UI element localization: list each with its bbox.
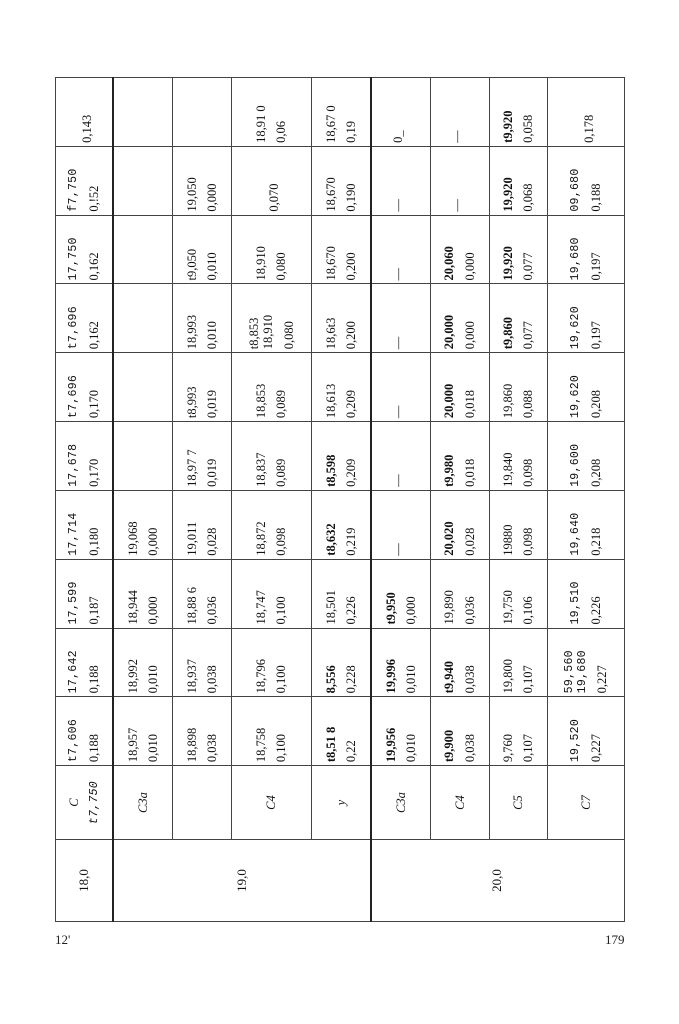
value-cell: [231, 697, 311, 766]
value-primary: 19,011: [184, 521, 199, 556]
zone-label: 18,0: [75, 869, 91, 892]
value-secondary: 0,100: [274, 596, 289, 625]
function-label: y: [333, 799, 348, 806]
value-primary: —: [449, 130, 464, 143]
value-primary: 19,840: [501, 452, 516, 487]
value-cell: [173, 490, 232, 559]
value-cell: [311, 628, 370, 697]
value-cell: [231, 78, 311, 147]
value-primary: 20,020: [442, 521, 457, 556]
value-primary: 59,560 19,680: [562, 650, 589, 694]
value-primary: 18,944: [125, 590, 140, 625]
table-row: [548, 78, 625, 922]
header-value-cell: [56, 78, 114, 147]
value-cell: [113, 146, 172, 215]
value-cell: [548, 422, 625, 491]
value-cell: [173, 559, 232, 628]
value-primary: 18,91 0: [254, 105, 269, 143]
value-cell: [311, 146, 370, 215]
value-secondary: 0,107: [521, 734, 536, 763]
value-primary: 20,000: [442, 383, 457, 419]
value-cell: [113, 422, 172, 491]
value-secondary: 0,200: [343, 321, 358, 350]
value-secondary: 0,038: [462, 665, 477, 694]
value-cell: [371, 78, 430, 147]
value-cell: [371, 422, 430, 491]
value-cell: [231, 628, 311, 697]
value-secondary: 0,209: [343, 389, 358, 419]
value-primary: 19,600: [569, 443, 583, 487]
header-value-bottom: 0,162: [86, 321, 101, 350]
value-primary: t9,900: [442, 729, 457, 763]
value-cell: [430, 215, 489, 284]
value-secondary: 0,000: [146, 527, 161, 556]
value-primary: 19,068: [125, 521, 140, 556]
value-cell: [311, 215, 370, 284]
value-secondary: 0,019: [205, 458, 220, 487]
value-secondary: 0,06: [274, 120, 289, 143]
value-primary: —: [390, 267, 405, 281]
value-cell: [548, 78, 625, 147]
value-primary: 18,937: [184, 658, 199, 694]
value-primary: 19,956: [383, 727, 398, 763]
header-zone-cell: [56, 840, 114, 922]
value-secondary: 0,100: [274, 734, 289, 763]
value-cell: [548, 697, 625, 766]
value-primary: —: [449, 199, 464, 212]
value-cell: [173, 78, 232, 147]
value-primary: t8,598: [323, 454, 338, 487]
value-secondary: 0,000: [205, 183, 220, 212]
value-cell: [430, 559, 489, 628]
table-row: [173, 78, 232, 922]
value-secondary: 0,208: [588, 389, 603, 419]
value-secondary: 0,010: [403, 665, 418, 694]
value-cell: [231, 215, 311, 284]
value-primary: 19,996: [383, 658, 398, 694]
value-cell: [371, 146, 430, 215]
value-primary: —: [390, 543, 405, 556]
value-secondary: 0,100: [274, 665, 289, 694]
table-row: [430, 78, 489, 922]
value-primary: t9,920: [501, 110, 516, 143]
value-secondary: 0,018: [462, 389, 477, 419]
value-secondary: 0,22: [343, 740, 358, 763]
value-cell: [173, 422, 232, 491]
value-secondary: 0,028: [205, 527, 220, 556]
header-value: 17,750: [67, 237, 81, 281]
function-label: C3a: [136, 792, 151, 814]
value-cell: [489, 78, 548, 147]
value-cell: [371, 284, 430, 353]
value-secondary: 0,227: [595, 665, 610, 694]
value-primary: 18,993: [184, 314, 199, 350]
value-secondary: 0,000: [462, 321, 477, 350]
value-secondary: 0,228: [343, 665, 358, 694]
header-value-cell: [56, 628, 114, 697]
value-cell: [231, 353, 311, 422]
function-label: C4: [264, 795, 279, 810]
value-primary: 18,747: [254, 590, 269, 625]
value-primary: t8,51 8: [323, 726, 338, 763]
value-secondary: 0,070: [267, 183, 282, 212]
function-cell: [430, 766, 489, 840]
header-value-cell: [56, 490, 114, 559]
value-cell: [231, 422, 311, 491]
value-primary: 18,88 6: [184, 587, 199, 625]
function-cell: [173, 766, 232, 840]
func-label: C: [67, 798, 82, 807]
value-cell: [231, 559, 311, 628]
value-secondary: 0,190: [343, 183, 358, 212]
zone-label: 19,0: [233, 869, 249, 892]
value-secondary: 0,018: [462, 458, 477, 487]
value-primary: 18,992: [125, 658, 140, 694]
value-primary: 18,6t3: [323, 317, 338, 350]
value-cell: [548, 146, 625, 215]
value-secondary: 0,010: [146, 665, 161, 694]
value-primary: t9,980: [442, 454, 457, 487]
value-primary: 0_: [390, 130, 405, 143]
value-secondary: 0,098: [521, 458, 536, 487]
value-secondary: 0,226: [343, 596, 358, 625]
header-value-cell: [56, 422, 114, 491]
value-primary: 19880: [501, 524, 516, 556]
value-cell: [430, 422, 489, 491]
value-primary: 18,957: [125, 727, 140, 763]
func-sub-label: t7,750: [87, 780, 101, 825]
table-row: [489, 78, 548, 922]
value-primary: 18,898: [184, 727, 199, 763]
table-row: [311, 78, 370, 922]
value-cell: [231, 284, 311, 353]
value-primary: —: [390, 474, 405, 487]
value-cell: [231, 146, 311, 215]
value-secondary: 0,019: [205, 389, 220, 419]
header-row: [56, 78, 114, 922]
value-cell: [173, 146, 232, 215]
header-value-bottom: 0,188: [86, 665, 101, 694]
value-primary: 18,97 7: [184, 449, 199, 487]
value-secondary: 0,089: [274, 458, 289, 487]
value-primary: 09,680: [569, 168, 583, 212]
value-secondary: 0,038: [205, 665, 220, 694]
page-number: 179: [605, 932, 625, 947]
value-secondary: 0,038: [462, 734, 477, 763]
value-primary: 19,620: [569, 306, 583, 350]
rotated-table-container: [55, 77, 625, 922]
value-primary: 18,872: [254, 521, 269, 556]
value-cell: [113, 490, 172, 559]
value-primary: t8,853 18,910: [246, 314, 276, 350]
value-secondary: 0,036: [205, 596, 220, 625]
header-value: f7,750: [67, 168, 81, 212]
value-secondary: 0,028: [462, 527, 477, 556]
function-cell: [548, 766, 625, 840]
value-cell: [113, 78, 172, 147]
value-cell: [489, 422, 548, 491]
function-cell: [113, 766, 172, 840]
function-cell: [371, 766, 430, 840]
value-cell: [489, 353, 548, 422]
value-primary: 18,670: [323, 246, 338, 281]
value-secondary: 0,227: [588, 734, 603, 763]
value-cell: [430, 697, 489, 766]
value-primary: 20,000: [442, 314, 457, 350]
value-secondary: 0,188: [588, 183, 603, 212]
table-row: [113, 78, 172, 922]
header-value-bottom: 0,162: [86, 252, 101, 281]
value-cell: [371, 559, 430, 628]
value-primary: 18,670: [323, 177, 338, 212]
value-primary: —: [390, 405, 405, 419]
value-secondary: 0,038: [205, 734, 220, 763]
value-secondary: 0,010: [403, 734, 418, 763]
value-cell: [231, 490, 311, 559]
value-cell: [489, 146, 548, 215]
value-cell: [311, 559, 370, 628]
value-secondary: 0,219: [343, 527, 358, 556]
header-value-cell: [56, 559, 114, 628]
value-secondary: 0,058: [521, 114, 536, 143]
value-primary: 19,510: [569, 581, 583, 625]
function-label: C3a: [393, 792, 408, 814]
header-value: 17,678: [67, 443, 81, 487]
value-cell: [113, 353, 172, 422]
header-value: t7,696: [67, 374, 81, 419]
value-primary: 18,910: [254, 246, 269, 281]
value-primary: t9,050: [184, 248, 199, 281]
table-row: [231, 78, 311, 922]
value-cell: [430, 490, 489, 559]
value-cell: [548, 284, 625, 353]
value-secondary: 0,197: [588, 252, 603, 281]
value-primary: 20,060: [442, 246, 457, 281]
value-cell: [430, 628, 489, 697]
value-secondary: 0,000: [403, 596, 418, 625]
header-value: 17,599: [67, 581, 81, 625]
value-secondary: 0,010: [146, 734, 161, 763]
zone-cell: [371, 840, 625, 922]
value-cell: [113, 215, 172, 284]
value-primary: 19,640: [569, 512, 583, 556]
value-cell: [430, 146, 489, 215]
value-primary: 18,613: [323, 383, 338, 419]
value-cell: [311, 697, 370, 766]
value-cell: [489, 284, 548, 353]
value-primary: 19,050: [184, 177, 199, 212]
value-cell: [371, 490, 430, 559]
function-cell: [231, 766, 311, 840]
value-secondary: 0,098: [521, 527, 536, 556]
value-secondary: 0,226: [588, 596, 603, 625]
function-cell: [489, 766, 548, 840]
value-secondary: 0,080: [281, 321, 296, 350]
value-secondary: 0,000: [146, 596, 161, 625]
value-cell: [113, 628, 172, 697]
zone-label: 20,0: [489, 869, 505, 892]
value-primary: —: [390, 199, 405, 212]
value-secondary: 0,19: [343, 120, 358, 143]
zone-cell: [113, 840, 371, 922]
value-cell: [430, 78, 489, 147]
header-value: t7,606: [67, 718, 81, 763]
data-table: [55, 77, 625, 922]
value-cell: [113, 559, 172, 628]
value-primary: 18,67 0: [323, 105, 338, 143]
value-cell: [311, 284, 370, 353]
value-primary: 9,760: [501, 734, 516, 763]
value-cell: [489, 559, 548, 628]
value-secondary: 0,106: [521, 596, 536, 625]
value-secondary: 0,010: [205, 252, 220, 281]
value-secondary: 0,088: [521, 389, 536, 419]
value-primary: t9,860: [501, 316, 516, 350]
header-value: 17,642: [67, 650, 81, 694]
function-label: C7: [578, 795, 593, 810]
value-cell: [173, 284, 232, 353]
value-cell: [311, 78, 370, 147]
header-value: 17,714: [67, 512, 81, 556]
header-value-cell: [56, 146, 114, 215]
header-value-bottom: 0,187: [86, 596, 101, 625]
header-value-cell: [56, 353, 114, 422]
left-margin-number: 12': [55, 932, 71, 947]
value-cell: [371, 353, 430, 422]
value-cell: [489, 215, 548, 284]
value-primary: 18,796: [254, 658, 269, 694]
value-cell: [173, 697, 232, 766]
value-cell: [489, 697, 548, 766]
value-cell: [311, 422, 370, 491]
value-primary: 19,920: [501, 177, 516, 212]
header-value-cell: [56, 697, 114, 766]
value-cell: [430, 284, 489, 353]
header-value-bottom: 0,180: [86, 527, 101, 556]
value-secondary: 0,197: [588, 321, 603, 350]
value-primary: 19,800: [501, 658, 516, 694]
value-cell: [173, 215, 232, 284]
value-cell: [548, 628, 625, 697]
header-value-bottom: 0,!52: [86, 185, 101, 212]
header-value-bottom: 0,188: [86, 734, 101, 763]
value-primary: 19,680: [569, 237, 583, 281]
value-primary: t9,940: [442, 661, 457, 694]
value-cell: [311, 353, 370, 422]
value-cell: [113, 697, 172, 766]
value-primary: 19,620: [569, 374, 583, 419]
value-cell: [489, 628, 548, 697]
value-cell: [548, 490, 625, 559]
value-primary: 19,520: [569, 718, 583, 763]
value-primary: —: [390, 336, 405, 350]
value-secondary: 0,208: [588, 458, 603, 487]
value-primary: 19,890: [442, 590, 457, 625]
value-primary: t8,632: [323, 523, 338, 556]
value-secondary: 0,089: [274, 389, 289, 419]
value-cell: [113, 284, 172, 353]
value-cell: [548, 215, 625, 284]
value-secondary: 0,000: [462, 252, 477, 281]
value-cell: [173, 353, 232, 422]
value-secondary: 0,010: [205, 321, 220, 350]
header-func-cell: [56, 766, 114, 840]
header-value: t7,696: [67, 306, 81, 350]
function-label: C4: [452, 795, 467, 810]
value-primary: t9,950: [383, 592, 398, 625]
function-label: C5: [511, 795, 526, 810]
value-primary: 18,758: [254, 727, 269, 763]
value-secondary: 0,200: [343, 252, 358, 281]
value-primary: 18,837: [254, 452, 269, 487]
header-value-bottom: 0,170: [86, 458, 101, 487]
value-primary: t8,993: [184, 386, 199, 419]
value-cell: [371, 215, 430, 284]
value-cell: [371, 697, 430, 766]
header-value-bottom: 0,170: [86, 389, 101, 419]
value-cell: [489, 490, 548, 559]
value-secondary: 0,209: [343, 458, 358, 487]
value-secondary: 0,080: [274, 252, 289, 281]
table-row: [371, 78, 430, 922]
value-primary: 19,920: [501, 246, 516, 281]
value-secondary: 0,098: [274, 527, 289, 556]
value-primary: 19,860: [501, 383, 516, 419]
value-cell: [548, 559, 625, 628]
value-cell: [311, 490, 370, 559]
value-cell: [430, 353, 489, 422]
value-primary: 18,853: [254, 383, 269, 419]
value-secondary: 0,107: [521, 665, 536, 694]
header-value-cell: [56, 215, 114, 284]
value-secondary: 0,068: [521, 183, 536, 212]
header-value-bottom: 0,143: [79, 114, 94, 143]
value-secondary: 0,077: [521, 321, 536, 350]
value-primary: 8,556: [323, 665, 338, 694]
function-cell: [311, 766, 370, 840]
value-primary: 18,501: [323, 590, 338, 625]
value-cell: [548, 353, 625, 422]
value-secondary: 0,077: [521, 252, 536, 281]
header-value-cell: [56, 284, 114, 353]
value-secondary: 0,036: [462, 596, 477, 625]
value-primary: 19,750: [501, 590, 516, 625]
value-cell: [173, 628, 232, 697]
value-secondary: 0,178: [581, 114, 596, 143]
value-cell: [371, 628, 430, 697]
value-secondary: 0,218: [588, 527, 603, 556]
